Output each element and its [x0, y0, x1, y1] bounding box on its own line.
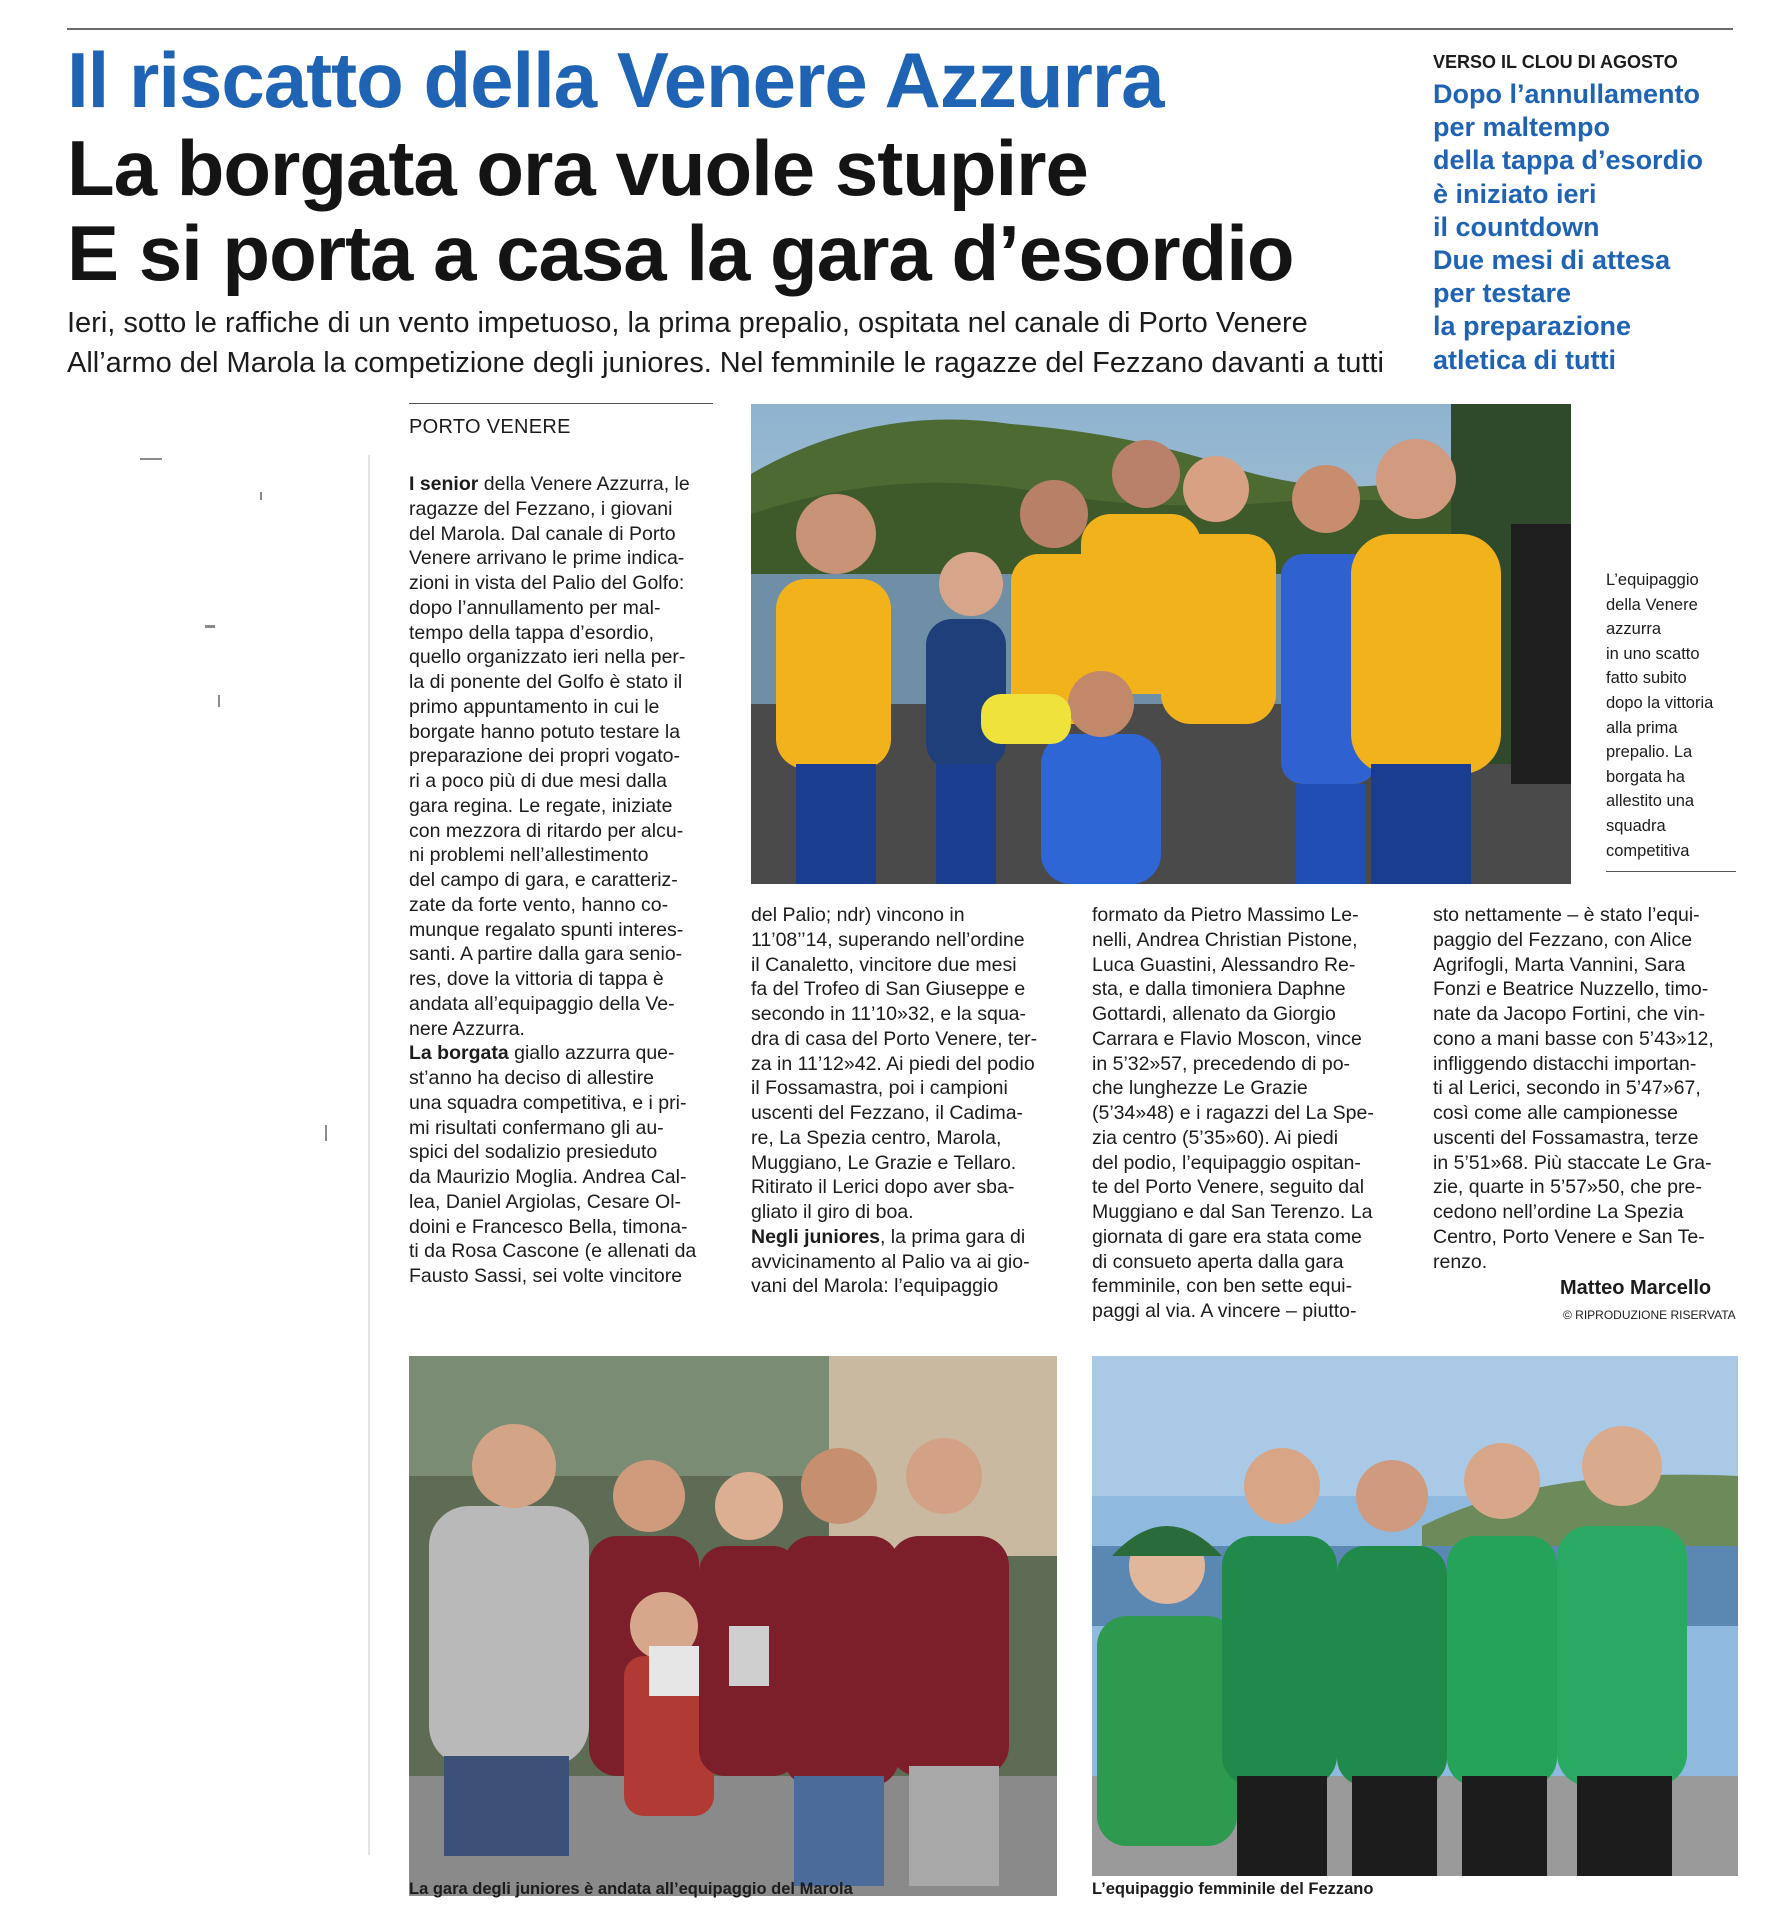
text-line: tempo della tappa d’esordio, [409, 621, 654, 644]
text-line: in 5’51»68. Più staccate Le Gra- [1433, 1151, 1712, 1174]
text-line: zate da forte vento, hanno co- [409, 893, 669, 916]
text-line: sta, e dalla timoniera Daphne [1092, 978, 1346, 1001]
text-line: che lunghezze Le Grazie [1092, 1077, 1308, 1100]
text-line: santi. A partire dalla gara senio- [409, 943, 683, 966]
text-line: uscenti del Fossamastra, terze [1433, 1126, 1699, 1149]
headline-line-2: La borgata ora vuole stupire [67, 124, 1088, 212]
text-line: Muggiano, Le Grazie e Tellaro. [751, 1151, 1017, 1174]
caption-line: alla prima [1606, 718, 1678, 737]
deck-line: Ieri, sotto le raffiche di un vento impetuoso, la prima prepalio, ospitata nel canale di Porto Venere [67, 307, 1308, 339]
scan-mark [205, 625, 215, 628]
copyright-notice: © RIPRODUZIONE RISERVATA [1563, 1308, 1736, 1322]
byline: Matteo Marcello [1560, 1277, 1712, 1299]
text-line: cedono nell’ordine La Spezia [1433, 1201, 1684, 1223]
text-line: formato da Pietro Massimo Le- [1092, 904, 1359, 926]
article-column-4 [1433, 903, 1739, 1274]
text-line: di consueto aperta dalla gara [1092, 1250, 1344, 1273]
text-line: 11’08’’14, superando nell’ordine [751, 928, 1025, 951]
top-rule [67, 28, 1733, 30]
sidebar-line: della tappa d’esordio [1433, 145, 1704, 176]
caption-line: della Venere [1606, 595, 1698, 614]
text-line: re, La Spezia centro, Marola, [751, 1126, 1002, 1149]
text-line: cono a mani basse con 5’43»12, [1433, 1027, 1714, 1050]
main-photo-caption [1606, 568, 1736, 863]
text-line: ragazze del Fezzano, i giovani [409, 497, 673, 520]
sidebar-line: per maltempo [1433, 112, 1611, 143]
sidebar-line: Due mesi di attesa [1433, 245, 1671, 276]
text-line: secondo in 11’10»32, e la squa- [751, 1003, 1027, 1025]
text-line: dra di casa del Porto Venere, ter- [751, 1027, 1038, 1050]
text-line [409, 1041, 715, 1066]
women-photo-caption: L’equipaggio femminile del Fezzano [1092, 1880, 1374, 1898]
photo-venere-azzurra-crew-illustration [751, 404, 1571, 884]
text-line: del Marola. Dal canale di Porto [409, 522, 676, 545]
sidebar-summary [1433, 78, 1733, 377]
deck [67, 303, 1412, 383]
photo-juniors-marola-illustration [409, 1356, 1057, 1896]
text-line: nate da Jacopo Fortini, che vin- [1433, 1003, 1706, 1025]
caption-line: fatto subito [1606, 669, 1687, 688]
text-line: paggio del Fezzano, con Alice [1433, 928, 1693, 951]
caption-line: in uno scatto [1606, 644, 1700, 663]
text-line: quello organizzato ieri nella per- [409, 646, 686, 669]
caption-line: squadra [1606, 816, 1666, 835]
sidebar-line: la preparazione [1433, 311, 1632, 342]
headline-line-3: E si porta a casa la gara d’esordio [67, 209, 1294, 297]
photo-venere-azzurra-crew [751, 404, 1571, 884]
caption-rule [1606, 871, 1736, 872]
text-line: (5’34»48) e i ragazzi del La Spe- [1092, 1102, 1374, 1124]
scan-mark [218, 695, 220, 707]
article-column-3 [1092, 903, 1398, 1324]
text-line: nelli, Andrea Christian Pistone, [1092, 928, 1358, 951]
caption-line: azzurra [1606, 620, 1662, 639]
text-line: Fausto Sassi, sei volte vincitore [409, 1265, 683, 1287]
text-line: Centro, Porto Venere e San Te- [1433, 1225, 1705, 1248]
text-line: del podio, l’equipaggio ospitan- [1092, 1151, 1361, 1174]
scan-mark [260, 492, 262, 500]
dateline: PORTO VENERE [409, 416, 571, 438]
text-line: Fonzi e Beatrice Nuzzello, timo- [1433, 978, 1709, 1001]
text-line: te del Porto Venere, seguito dal [1092, 1176, 1365, 1199]
text-line: ri a poco più di due mesi dalla [409, 770, 667, 792]
text-line: andata all’equipaggio della Ve- [409, 992, 675, 1015]
text-line: borgate hanno potuto testare la [409, 720, 681, 743]
sidebar-line: per testare [1433, 278, 1572, 309]
text-line: lea, Daniel Argiolas, Cesare Ol- [409, 1190, 682, 1213]
photo-fezzano-women [1092, 1356, 1738, 1876]
caption-line: allestito una [1606, 792, 1695, 811]
text-line: sto nettamente – è stato l’equi- [1433, 904, 1700, 926]
text-line: avvicinamento al Palio va ai gio- [751, 1250, 1030, 1273]
article-column-1 [409, 472, 715, 1289]
dateline-rule [409, 403, 713, 404]
text-line: preparazione dei propri vogato- [409, 745, 681, 768]
text-line: dopo l’annullamento per mal- [409, 596, 661, 619]
text-line: Gottardi, allenato da Giorgio [1092, 1003, 1336, 1025]
article-column-2 [751, 903, 1057, 1299]
text-line: del Palio; ndr) vincono in [751, 904, 965, 926]
text-line: in 5’32»57, precedendo di po- [1092, 1052, 1351, 1075]
lead-rest: , la prima gara di [879, 1225, 1026, 1248]
text-line: vani del Marola: l’equipaggio [751, 1275, 999, 1298]
text-line: Ritirato il Lerici dopo aver sba- [751, 1176, 1015, 1199]
sidebar-line: Dopo l’annullamento [1433, 79, 1700, 109]
text-line: ti da Rosa Cascone (e allenati da [409, 1240, 697, 1263]
text-line: il Fossamastra, poi i campioni [751, 1077, 1008, 1100]
text-line: femminile, con ben sette equi- [1092, 1275, 1353, 1298]
text-line: con mezzora di ritardo per alcu- [409, 819, 684, 842]
text-line: il Canaletto, vincitore due mesi [751, 953, 1017, 976]
text-line: giornata di gare era stata come [1092, 1225, 1362, 1248]
text-line: uscenti del Fezzano, il Cadima- [751, 1102, 1024, 1124]
text-line [751, 1225, 1057, 1250]
caption-line: prepalio. La [1606, 743, 1693, 762]
caption-line: dopo la vittoria [1606, 693, 1714, 712]
text-line: del campo di gara, e caratteriz- [409, 869, 678, 891]
text-line: gara regina. Le regate, iniziate [409, 794, 673, 817]
text-line: mi risultati confermano gli au- [409, 1116, 664, 1139]
text-line: così come alle campionesse [1433, 1102, 1678, 1124]
text-line: primo appuntamento in cui le [409, 695, 660, 718]
text-line: Venere arrivano le prime indica- [409, 547, 685, 570]
caption-line: competitiva [1606, 841, 1690, 860]
text-line: zie, quarte in 5’57»50, che pre- [1433, 1176, 1702, 1199]
sidebar-line: è iniziato ieri [1433, 178, 1597, 209]
text-line: Carrara e Flavio Moscon, vince [1092, 1027, 1362, 1050]
text-line: res, dove la vittoria di tappa è [409, 968, 664, 990]
text-line: Agrifogli, Marta Vannini, Sara [1433, 953, 1686, 976]
text-line: una squadra competitiva, e i pri- [409, 1091, 687, 1114]
text-line: zioni in vista del Palio del Golfo: [409, 572, 685, 594]
scan-mark [140, 458, 162, 460]
text-line: Muggiano e dal San Terenzo. La [1092, 1201, 1373, 1223]
lead-in: Negli juniores [751, 1225, 880, 1248]
text-line: la di ponente del Golfo è stato il [409, 671, 683, 693]
lead-rest: della Venere Azzurra, le [478, 473, 690, 495]
text-line: gliato il giro di boa. [751, 1201, 914, 1223]
text-line: za in 11’12»42. Ai piedi del podio [751, 1052, 1035, 1075]
lead-rest: giallo azzurra que- [508, 1042, 675, 1065]
text-line: nere Azzurra. [409, 1017, 525, 1040]
juniors-photo-caption: La gara degli juniores è andata all’equipaggio del Marola [409, 1880, 853, 1898]
caption-line: L’equipaggio [1606, 571, 1699, 589]
sidebar-kicker: VERSO IL CLOU DI AGOSTO [1433, 52, 1678, 72]
text-line: ni problemi nell’allestimento [409, 844, 649, 867]
caption-line: borgata ha [1606, 767, 1685, 786]
headline-kicker-blue: Il riscatto della Venere Azzurra [67, 36, 1164, 124]
sidebar-line: il countdown [1433, 211, 1600, 242]
text-line: zia centro (5’35»60). Ai piedi [1092, 1126, 1339, 1149]
scan-mark [325, 1125, 327, 1141]
photo-juniors-marola [409, 1356, 1057, 1896]
sidebar-line: atletica di tutti [1433, 344, 1617, 375]
text-line: infliggendo distacchi importan- [1433, 1052, 1697, 1075]
page-fold-line [368, 455, 370, 1855]
text-line: munque regalato spunti interes- [409, 918, 684, 941]
text-line: da Maurizio Moglia. Andrea Cal- [409, 1166, 687, 1188]
text-line: doini e Francesco Bella, timona- [409, 1215, 688, 1238]
text-line: spici del sodalizio presieduto [409, 1141, 658, 1164]
lead-in: I senior [409, 473, 479, 495]
text-line: paggi al via. A vincere – piutto- [1092, 1300, 1357, 1322]
deck-line: All’armo del Marola la competizione degli juniores. Nel femminile le ragazze del Fezzano davanti a tutti [67, 347, 1384, 379]
text-line: Luca Guastini, Alessandro Re- [1092, 953, 1356, 976]
text-line: ti al Lerici, secondo in 5’47»67, [1433, 1077, 1701, 1100]
text-line: st’anno ha deciso di allestire [409, 1067, 654, 1089]
photo-fezzano-women-illustration [1092, 1356, 1738, 1876]
text-line [409, 472, 715, 497]
text-line: renzo. [1433, 1250, 1488, 1273]
lead-in: La borgata [409, 1042, 509, 1065]
text-line: fa del Trofeo di San Giuseppe e [751, 978, 1026, 1001]
